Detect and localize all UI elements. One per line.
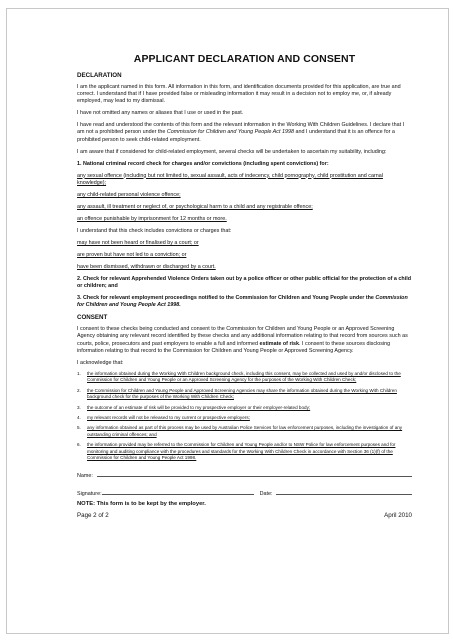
conviction-list-item: are proven but have not led to a conviction; or [77,251,187,258]
offence-list-item: any child-related personal violence offence; [77,191,181,198]
acknowledge-item-3 [77,405,412,411]
ack-number: 6. [77,442,81,448]
ack-text: the information provided may be referred to the Commission for Children and Young People and/or to NSW Police for law enforcement purposes and for monitoring and auditing compliance with the procedures and standards for the Working With Children Check in accordance with Section 36 (1)(f) of the Commission for Children and Young People Act 1998. [87,442,396,461]
acknowledge-item-6 [77,442,412,461]
acknowledge-item-2 [77,388,412,401]
page-number: Page 2 of 2 [77,511,109,519]
signature-row [77,489,412,498]
check-item-2: 2. Check for relevant Apprehended Violence Orders taken out by a police officer or other public official for the protection of a child or children; and [77,275,411,290]
consent-paragraph [77,326,412,355]
declaration-paragraph-3 [77,122,412,144]
page-content [77,53,412,519]
signature-field[interactable] [102,489,254,495]
declaration-p3-text-c: and I understand that it is an offence for a prohibited person to seek child-related employment. [77,129,395,143]
declaration-paragraph-1: I am the applicant named in this form. All information in this form, and identification documents provided for this application, are true and correct. I understand that if I have provided false or misleading information it may result in a decision not to employ me, or, if already employed, may lead to my dismissal. [77,83,401,105]
consent-text-c: . I consent to these sources disclosing information relating to that record to the Commission for Children and Young People or Approved Screening Agency. [77,340,391,354]
acknowledge-item-1 [77,371,412,384]
offence-list-item: any sexual offence (including but not limited to, sexual assault, acts of indecency, child pornography, child prostitution and carnal knowledge); [77,172,383,186]
signature-label: Signature: [77,490,102,497]
acknowledge-item-4 [77,415,412,421]
check-item-1: 1. National criminal record check for charges and/or convictions (including spent convictions) for: [77,160,329,167]
consent-estimate-of-risk: estimate of risk [259,340,300,347]
offence-list-item: any assault, ill treatment or neglect of, or psychological harm to a child and any registrable offence; [77,203,313,210]
ack-text: the Commission for Children and Young People and Approved Screening Agencies may share the information obtained during the Working With Children background check for the purposes of the Working With Children Check; [87,387,397,400]
declaration-p3-act-title: Commission for Children and Young People Act 1998 [166,129,294,136]
ack-text: any information obtained as part of this process may be used by Australian Police Services for law enforcement purposes, including the investigation of any outstanding criminal offences; and [87,425,403,437]
ack-number: 2. [77,387,81,393]
consent-heading: CONSENT [77,314,108,322]
declaration-paragraph-2: I have not omitted any names or aliases that I use or used in the past. [77,110,244,117]
check-item-3 [77,295,412,309]
acknowledge-item-5 [77,425,412,438]
document-page [6,8,449,634]
ack-text: the outcome of an estimate of risk will be provided to my prospective employer or their employer-related body; [87,404,311,410]
employer-note: NOTE: This form is to be kept by the employer. [77,500,206,507]
date-field[interactable] [276,489,412,495]
page-title: APPLICANT DECLARATION AND CONSENT [133,53,356,65]
convictions-intro: I understand that this check includes convictions or charges that: [77,227,232,234]
name-label: Name: [77,472,93,479]
footer-date: April 2010 [384,511,412,519]
ack-number: 5. [77,425,81,431]
name-row [77,471,412,480]
consent-text-a: I consent to these checks being conducted and consent to the Commission for Children and Young People or an Approved Screening Agency obtaining any relevant record identified by these checks and any additional information relating to that record from sources such as courts, police, prosecutors and past employers to enable a full and informed [77,326,408,347]
ack-text: my relevant records will not be released to my current or prospective employers; [87,415,250,421]
ack-number: 1. [77,371,81,377]
declaration-paragraph-4: I am aware that if considered for child-related employment, several checks will be undertaken to ascertain my suitability, including: [77,148,387,155]
offence-list-item: an offence punishable by imprisonment for 12 months or more. [77,215,227,222]
date-label: Date: [259,490,273,497]
page-footer [77,512,412,519]
acknowledge-intro: I acknowledge that: [77,359,124,366]
ack-text: the information obtained during the Working With Children background check, including this consent, may be collected and used by and/or disclosed to the Commission for Children and Young People or an Approved Screening Agency for the purposes of the Working With Children Check; [87,371,401,383]
check-item-3-text: 3. Check for relevant employment proceedings notified to the Commission for Children and Young People under the [77,295,376,302]
ack-number: 3. [77,404,81,410]
ack-number: 4. [77,415,81,421]
conviction-list-item: may have not been heard or finalised by a court; or [77,239,199,246]
declaration-p3-text-a: I have read and understood the contents of this form and the relevant information in the Working With Children Guidelines. I declare that I am not a prohibited person under the [77,122,405,136]
name-field[interactable] [97,471,412,477]
declaration-heading: DECLARATION [77,72,122,79]
check-item-3-act-title: Commission for Children and Young People Act 1998. [77,295,408,309]
conviction-list-item: have been dismissed, withdrawn or discharged by a court. [77,263,216,270]
